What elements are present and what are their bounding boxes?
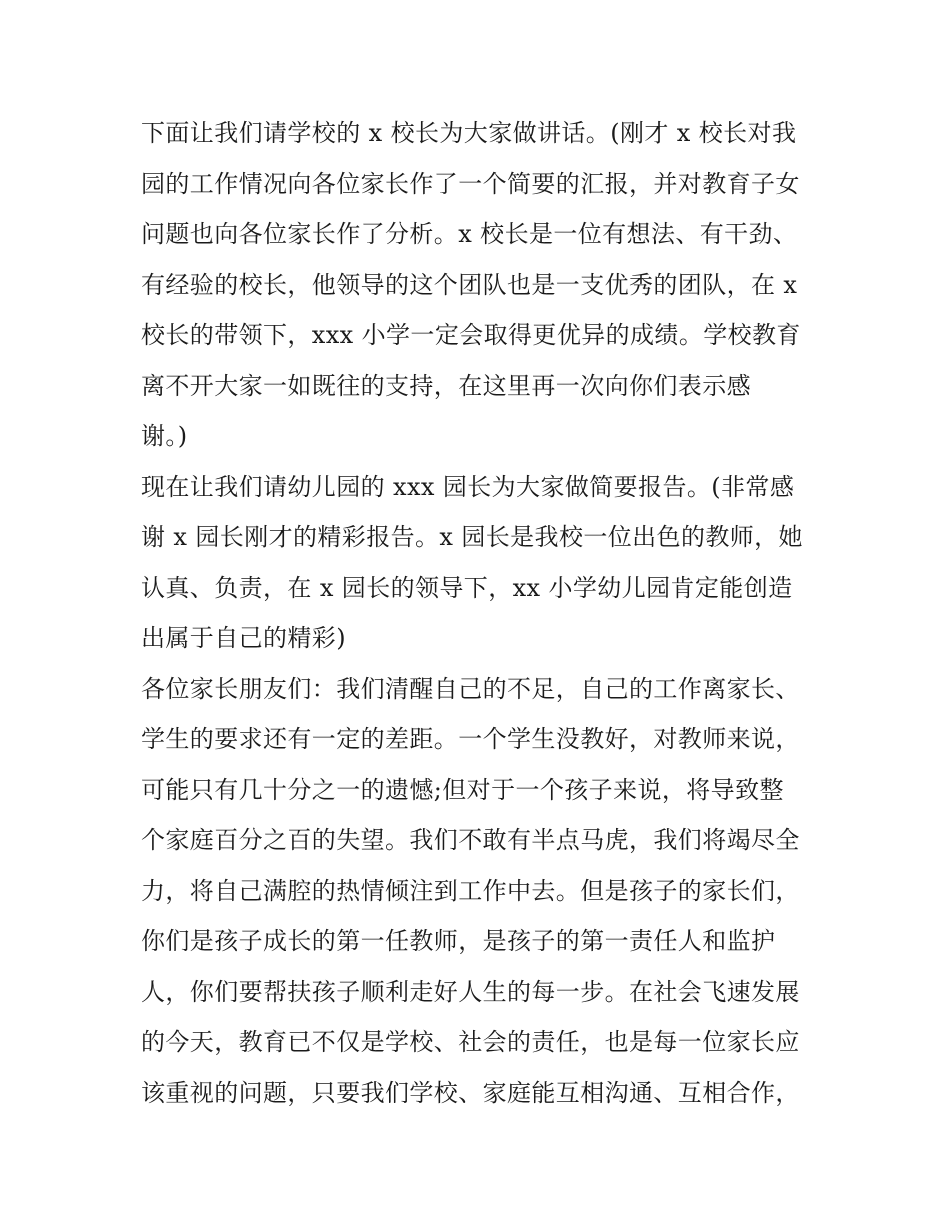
text-line: 力，将自己满腔的热情倾注到工作中去。但是孩子的家长们， [141, 876, 800, 905]
text-line: 的今天，教育已不仅是学校、社会的责任，也是每一位家长应 [141, 1028, 800, 1056]
text-line: 下面让我们请学校的 x 校长为大家做讲话。(刚才 x 校长对我 [141, 119, 797, 147]
text-line: 离不开大家一如既往的支持，在这里再一次向你们表示感 [141, 371, 751, 400]
text-line: 认真、负责，在 x 园长的领导下，xx 小学幼儿园肯定能创造 [141, 573, 793, 602]
text-line: 该重视的问题，只要我们学校、家庭能互相沟通、互相合作， [141, 1078, 800, 1107]
speech-text-body [141, 108, 821, 1118]
text-line: 人，你们要帮扶孩子顺利走好人生的每一步。在社会飞速发展 [141, 977, 800, 1006]
text-line: 园的工作情况向各位家长作了一个简要的汇报，并对教育子女 [141, 169, 800, 198]
text-line: 有经验的校长，他领导的这个团队也是一支优秀的团队，在 x [141, 270, 798, 299]
text-line: 个家庭百分之百的失望。我们不敢有半点马虎，我们将竭尽全 [141, 826, 800, 854]
text-line: 问题也向各位家长作了分析。x 校长是一位有想法、有干劲、 [141, 220, 798, 248]
text-line: 谢。) [141, 422, 188, 450]
text-line: 学生的要求还有一定的差距。一个学生没教好，对教师来说， [141, 725, 800, 753]
text-line: 谢 x 园长刚才的精彩报告。x 园长是我校一位出色的教师，她 [141, 523, 803, 551]
text-line: 校长的带领下，xxx 小学一定会取得更优异的成绩。学校教育 [141, 321, 801, 349]
text-line: 出属于自己的精彩) [141, 624, 346, 652]
text-line: 你们是孩子成长的第一任教师，是孩子的第一责任人和监护 [141, 927, 776, 955]
text-line: 现在让我们请幼儿园的 xxx 园长为大家做简要报告。(非常感 [141, 472, 795, 501]
text-line: 各位家长朋友们：我们清醒自己的不足，自己的工作离家长、 [141, 674, 800, 703]
text-line: 可能只有几十分之一的遗憾;但对于一个孩子来说，将导致整 [141, 775, 784, 804]
